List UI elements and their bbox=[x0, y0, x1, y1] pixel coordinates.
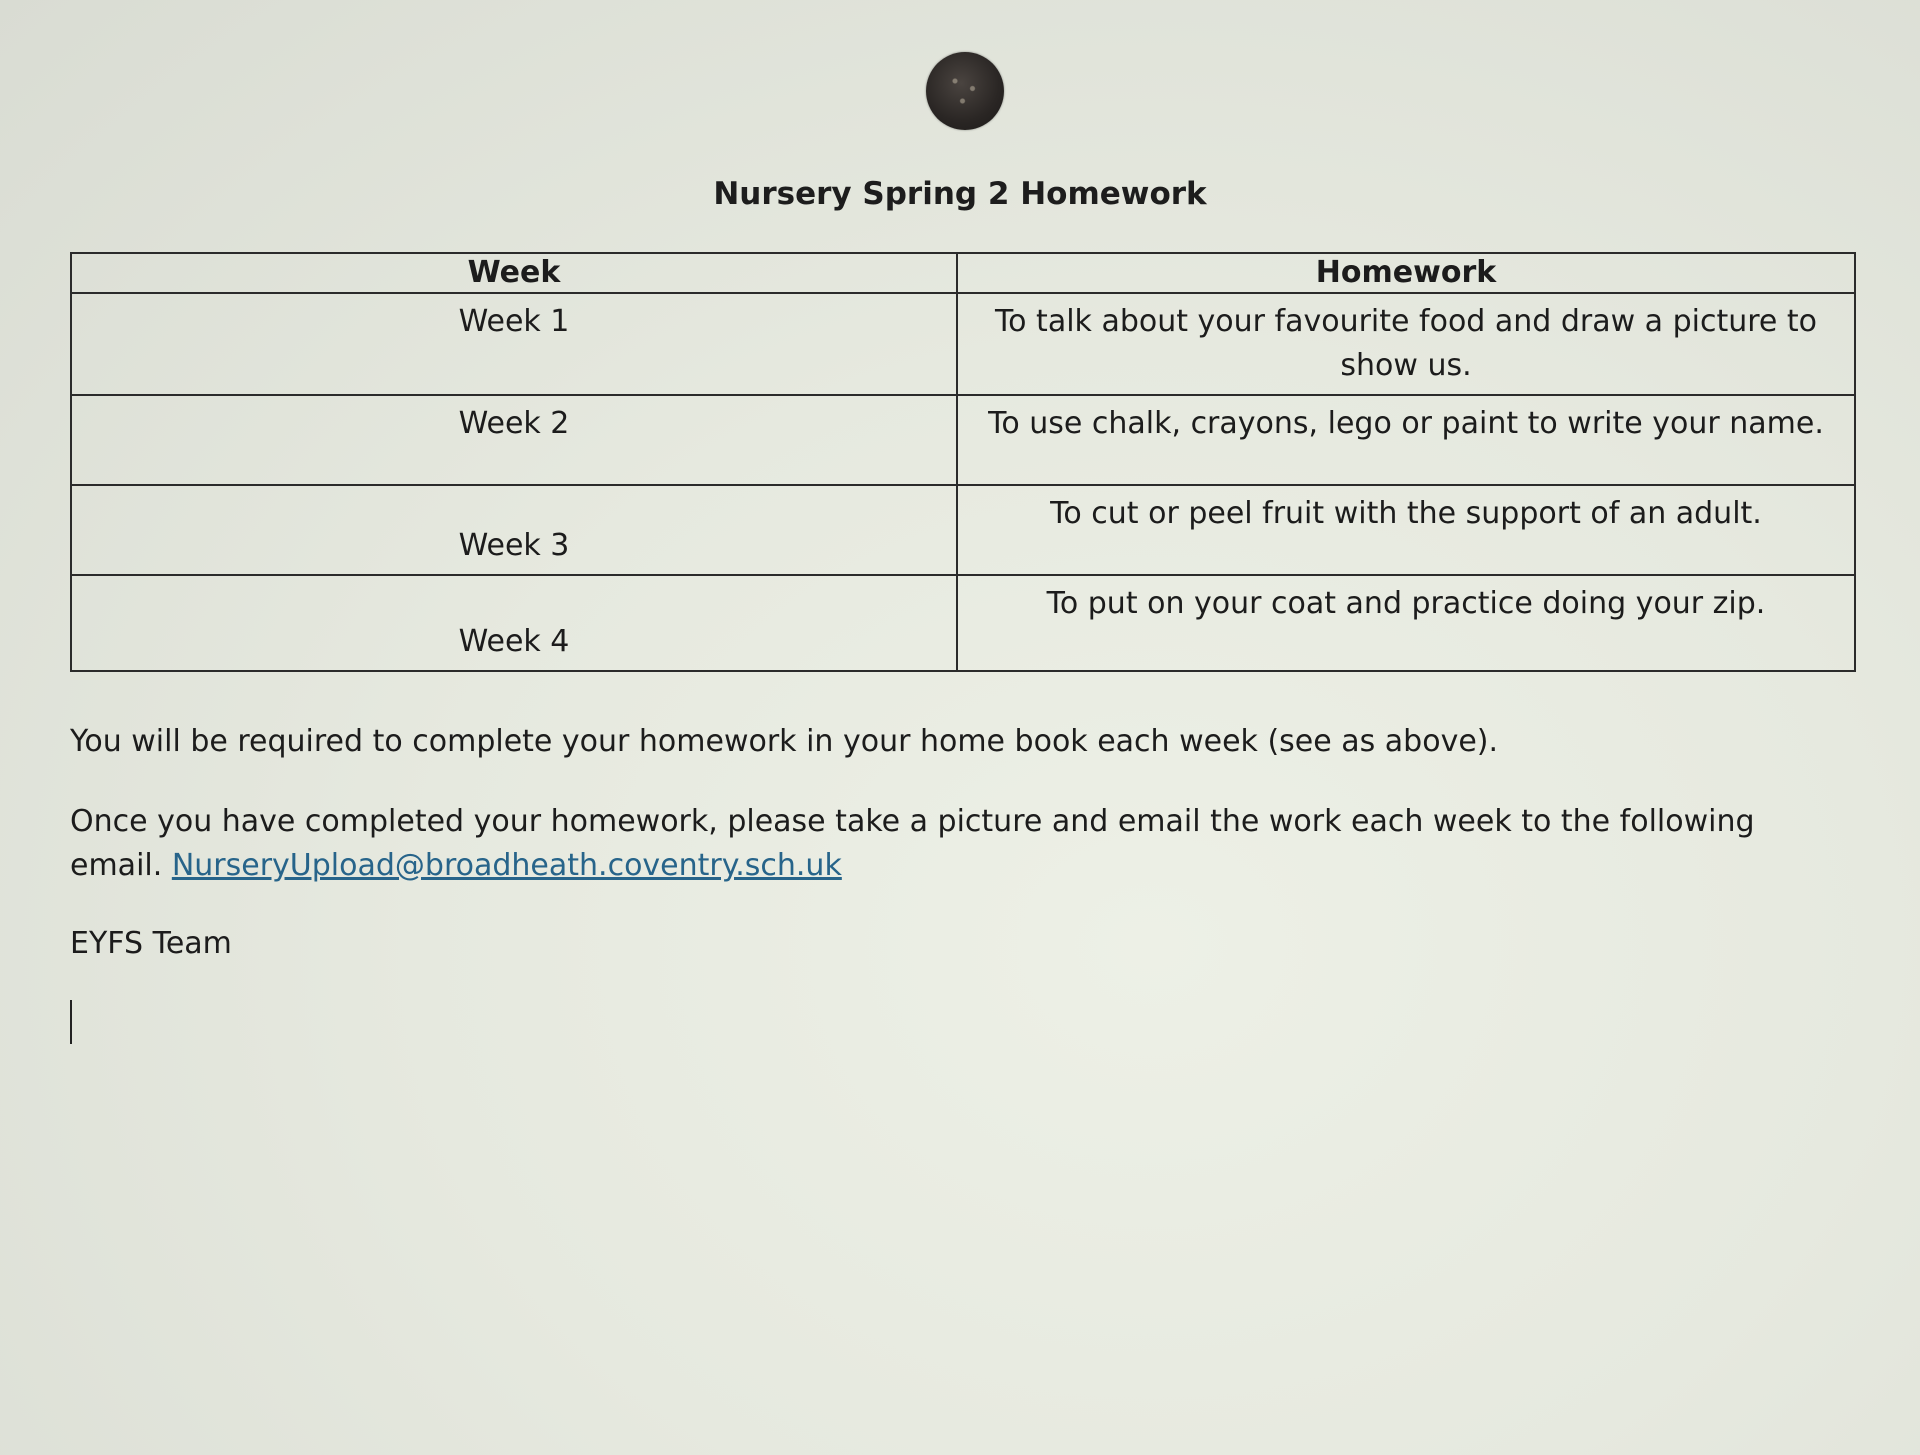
week-cell: Week 2 bbox=[71, 395, 957, 485]
email-link[interactable]: NurseryUpload@broadheath.coventry.sch.uk bbox=[171, 848, 842, 883]
document-title: Nursery Spring 2 Homework bbox=[713, 176, 1207, 212]
table-row bbox=[71, 395, 1855, 485]
table-row bbox=[71, 293, 1855, 395]
week-cell: Week 3 bbox=[71, 485, 957, 575]
homework-cell: To put on your coat and practice doing your zip. bbox=[957, 575, 1855, 671]
homework-cell: To talk about your favourite food and draw a picture to show us. bbox=[957, 293, 1855, 395]
homework-cell: To use chalk, crayons, lego or paint to write your name. bbox=[957, 395, 1855, 485]
homework-cell: To cut or peel fruit with the support of an adult. bbox=[957, 485, 1855, 575]
signature: EYFS Team bbox=[70, 926, 232, 961]
week-cell: Week 1 bbox=[71, 293, 957, 395]
table-row bbox=[71, 485, 1855, 575]
header-week: Week bbox=[71, 253, 957, 293]
school-logo bbox=[926, 52, 1004, 130]
table-row bbox=[71, 575, 1855, 671]
homework-table bbox=[70, 252, 1856, 672]
instruction-paragraph: You will be required to complete your homework in your home book each week (see as above). bbox=[70, 724, 1499, 759]
text-cursor[interactable] bbox=[70, 1000, 72, 1044]
table-header-row bbox=[71, 253, 1855, 293]
header-homework: Homework bbox=[957, 253, 1855, 293]
week-cell: Week 4 bbox=[71, 575, 957, 671]
email-paragraph-text: Once you have completed your homework, please take a picture and email the work each week to the following email. bbox=[70, 804, 1755, 883]
email-paragraph bbox=[70, 800, 1830, 888]
